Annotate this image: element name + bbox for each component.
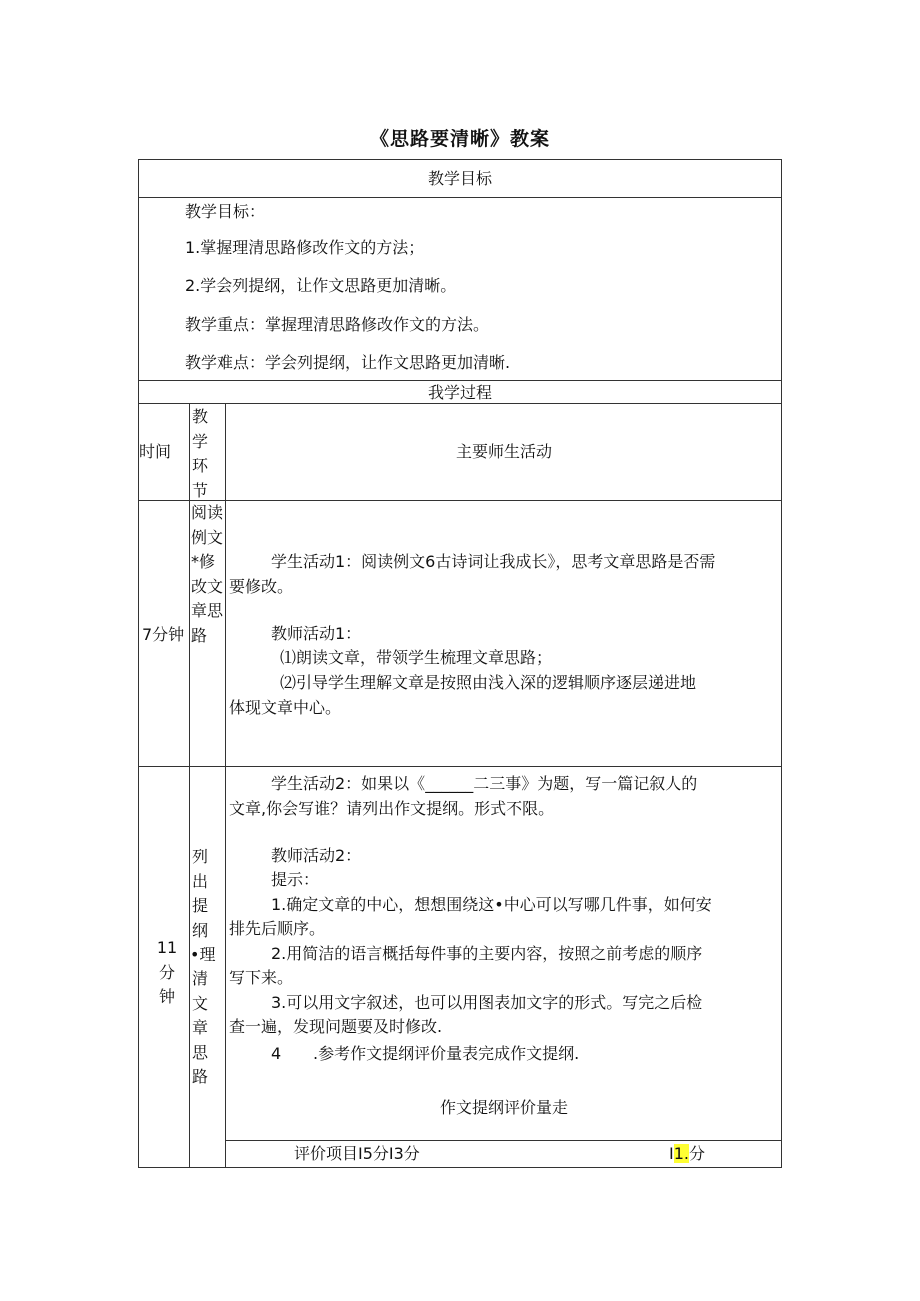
- hint-item-number: 4: [271, 1044, 282, 1063]
- column-header-time: 时间: [139, 442, 172, 461]
- row-stage: 阅读例文*修改文章思路: [191, 503, 224, 645]
- column-header-activity: 主要师生活动: [455, 442, 552, 461]
- hint-label: 提示：: [271, 870, 320, 889]
- hint-item-cont: 写下来。: [229, 968, 294, 987]
- hint-item: 2.用简洁的语言概括每件事的主要内容，按照之前考虑的顺序: [271, 944, 703, 963]
- process-header: 我学过程: [427, 383, 492, 402]
- student-activity: [271, 772, 697, 796]
- column-header-stage: 教学环节: [192, 407, 209, 500]
- table-border-left: [138, 159, 139, 1168]
- document-title: 《思路要清晰》教案: [369, 128, 550, 150]
- title-blank: ______: [425, 774, 474, 793]
- hint-item: .参考作文提纲评价量表完成作文提纲.: [313, 1044, 580, 1063]
- row-stage-part: 列出提纲: [192, 847, 209, 940]
- student-activity-cont: 文章,你会写谁？请列出作文提纲。形式不限。: [229, 799, 555, 818]
- row-time: 11分钟: [156, 938, 178, 1006]
- student-activity-prefix: 学生活动2：如果以《: [271, 774, 426, 793]
- difficulty-point: 教学难点：学会列提纲，让作文思路更加清晰.: [185, 353, 511, 372]
- hint-item: 1.确定文章的中心，想想围绕这•中心可以写哪几件事，如何安: [271, 895, 712, 914]
- row-stage-part: 清文章思路: [192, 969, 209, 1086]
- objective-item: 2.学会列提纲，让作文思路更加清晰。: [185, 276, 457, 295]
- teacher-activity-label: 教师活动2：: [271, 846, 362, 865]
- table-border-bottom: [138, 1167, 782, 1168]
- table-rule: [138, 766, 782, 767]
- eval-score-highlight: 1.: [673, 1144, 689, 1163]
- table-col-divider: [189, 403, 190, 1168]
- student-activity-cont: 要修改。: [229, 577, 294, 596]
- eval-table-header-score: [669, 1142, 705, 1166]
- hint-item-cont: 排先后顺序。: [229, 919, 326, 938]
- eval-score-suffix: 分: [688, 1144, 705, 1163]
- teacher-activity-item-cont: 体现文章中心。: [229, 698, 342, 717]
- objectives-label: 教学目标：: [185, 202, 266, 221]
- hint-item-cont: 查一遍，发现问题要及时修改.: [229, 1017, 443, 1036]
- eval-table-rule: [226, 1140, 782, 1141]
- student-activity-suffix: 二三事》为题，写一篇记叙人的: [473, 774, 698, 793]
- row-time: 7分钟: [142, 625, 185, 644]
- teacher-activity-item: ⑵引导学生理解文章是按照由浅入深的逻辑顺序逐层递进地: [280, 673, 697, 692]
- table-rule: [138, 197, 782, 198]
- teacher-activity-label: 教师活动1：: [271, 624, 362, 643]
- table-rule: [138, 500, 782, 501]
- table-border-right: [781, 159, 782, 1168]
- hint-item: 3.可以用文字叙述，也可以用图表加文字的形式。写完之后检: [271, 993, 703, 1012]
- objectives-header: 教学目标: [427, 169, 492, 188]
- eval-table-title: 作文提纲评价量走: [439, 1098, 568, 1117]
- key-point: 教学重点：掌握理清思路修改作文的方法。: [185, 315, 490, 334]
- row-stage-part: •理: [190, 945, 216, 964]
- student-activity: 学生活动1：阅读例文6古诗词让我成长》，思考文章思路是否需: [271, 552, 716, 571]
- table-col-divider: [225, 403, 226, 1168]
- objective-item: 1.掌握理清思路修改作文的方法；: [185, 238, 425, 257]
- teacher-activity-item: ⑴朗读文章，带领学生梳理文章思路；: [280, 648, 553, 667]
- table-border-top: [138, 159, 782, 160]
- eval-score-prefix: I: [669, 1144, 674, 1163]
- eval-table-header: 评价项目I5分I3分: [294, 1144, 420, 1163]
